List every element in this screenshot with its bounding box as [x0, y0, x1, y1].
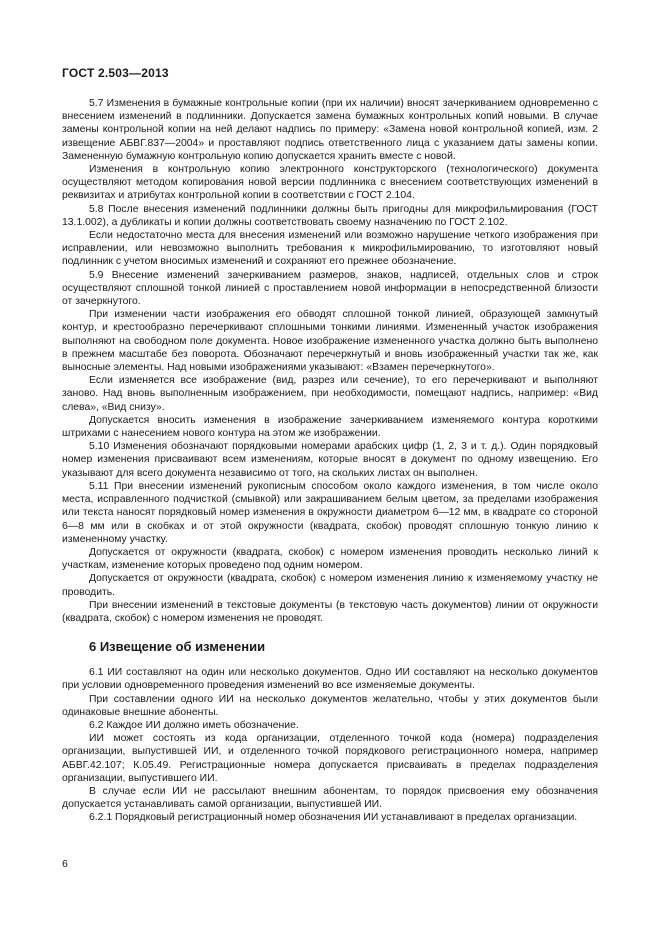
- paragraph: 6.2.1 Порядковый регистрационный номер обозначения ИИ устанавливают в пределах организации.: [89, 812, 578, 824]
- paragraph: При изменении части изображения его обводят сплошной тонкой линией, образующей замкнутый контур, и крестообразно перечеркивают сплошными тонкими линиями. Измененный участок изображения выполняют на свободном поле документа. Новое изображение измененного участка должно быть выполнено в прежнем масштабе без поворота. Обозначают перечеркнутый и вновь изображенный участки так же, как выносные элементы. Над новыми изображениями указывают: «Взамен перечеркнутого».: [62, 309, 598, 374]
- page-number: 6: [62, 858, 68, 870]
- paragraph: ИИ может состоять из кода организации, отделенного точкой кода (номера) подразделения организации, выпустившей ИИ, и отделенного точкой порядкового регистрационного номера, например АБВГ.42.107; К.05.49. Регистрационные номера допускается присваивать в пределах подразделения организации, выпустившего ИИ.: [62, 733, 598, 784]
- paragraph: Допускается от окружности (квадрата, скобок) с номером изменения линию к изменяемому участку не проводить.: [62, 573, 598, 598]
- document-body: [62, 97, 598, 825]
- paragraph: В случае если ИИ не рассылают внешним абонентам, то порядок присвоения ему обозначения допускается устанавливать самой организации, выпустившей ИИ.: [62, 785, 598, 811]
- paragraph: При внесении изменений в текстовые документы (в текстовую часть документов) линии от окружности (квадрата, скобок) с номером изменения не проводят.: [62, 599, 598, 624]
- paragraph: Если недостаточно места для внесения изменений или возможно нарушение четкого изображения при исправлении, или невозможно выполнить требования к микрофильмированию, то изготовляют новый подлинник с учетом вносимых изменений и сохраняют его прежнее обозначение.: [62, 230, 598, 268]
- paragraph: При составлении одного ИИ на несколько документов желательно, чтобы у этих документов были одинаковые внешние абоненты.: [62, 693, 598, 718]
- section-heading: 6 Извещение об изменении: [89, 639, 266, 655]
- paragraph: 6.1 ИИ составляют на один или несколько документов. Одно ИИ составляют на несколько документов при условии одновременного проведения изменений во все изменяемые документы.: [62, 667, 598, 692]
- paragraph: Изменения в контрольную копию электронного конструкторского (технологического) документа осуществляют методом копирования новой версии подлинника с внесением соответствующих изменений в реквизитах и атрибутах контрольной копии в соответствии с ГОСТ 2.104.: [62, 164, 598, 202]
- paragraph: 6.2 Каждое ИИ должно иметь обозначение.: [89, 719, 299, 731]
- paragraph: 5.9 Внесение изменений зачеркиванием размеров, знаков, надписей, отдельных слов и строк осуществляют сплошной тонкой линией с проставлением новой информации в непосредственной близости от зачеркнутого.: [62, 269, 598, 308]
- paragraph: Если изменяется все изображение (вид, разрез или сечение), то его перечеркивают и выполняют заново. Над вновь выполненным изображением, при необходимости, помещают надпись, например: «Вид слева», «Вид снизу».: [62, 375, 598, 413]
- paragraph: 5.7 Изменения в бумажные контрольные копии (при их наличии) вносят зачеркиванием одновременно с внесением изменений в подлинники. Допускается замена бумажных контрольных копий новыми. В случае замены контрольной копии на ней делают надпись по примеру: «Замена новой контрольной копией, изм. 2 извещение АБВГ.837—2004» и проставляют подпись ответственного лица с указанием даты замены копии. Замененную бумажную контрольную копию допускается хранить вместе с новой.: [62, 98, 598, 162]
- paragraph: Допускается вносить изменения в изображение зачеркиванием изменяемого контура короткими штрихами с нанесением нового контура на этом же изображении.: [62, 414, 598, 440]
- paragraph: 5.11 При внесении изменений рукописным способом около каждого изменения, в том числе около места, исправленного подчисткой (смывкой) или закрашиванием белым цветом, за пределами изображения или текста наносят порядковый номер изменения в окружности диаметром 6—12 мм, в квадрате со стороной 6—8 мм или в скобках и от этой окружности (квадрата, скобок) проводят сплошную тонкую линию к измененному участку.: [62, 480, 598, 545]
- document-header: ГОСТ 2.503—2013: [62, 66, 169, 80]
- paragraph: 5.8 После внесения изменений подлинники должны быть пригодны для микрофильмирования (ГОСТ 13.1.002), а дубликаты и копии должны соответствовать своему назначению по ГОСТ 2.102.: [62, 203, 598, 228]
- paragraph: 5.10 Изменения обозначают порядковыми номерами арабских цифр (1, 2, 3 и т. д.). Один порядковый номер изменения присваивают всем изменениям, которые вносят в документ по одному извещению. Его указывают для всего документа независимо от того, на скольких листах он выполнен.: [62, 441, 598, 479]
- paragraph: Допускается от окружности (квадрата, скобок) с номером изменения проводить несколько линий к участкам, изменение которых проведено под одним номером.: [62, 546, 598, 572]
